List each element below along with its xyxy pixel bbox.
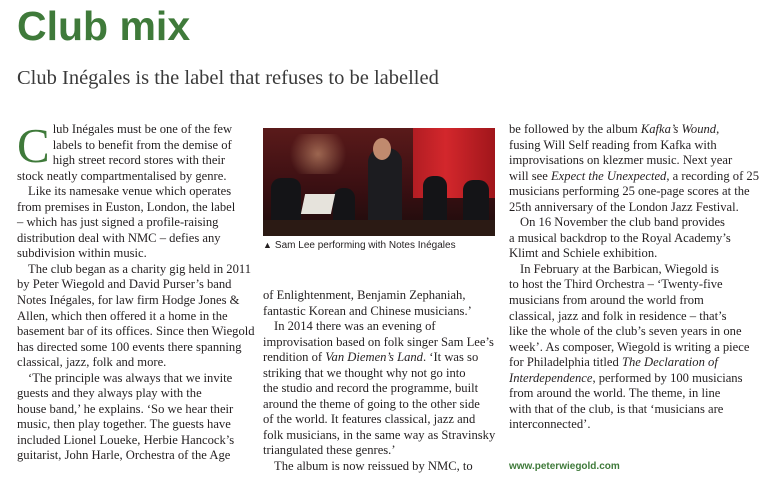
text-line — [509, 370, 743, 387]
text-line: lub Inégales must be one of the few — [52, 122, 233, 136]
text-line: a musical backdrop to the Royal Academy’s — [509, 230, 731, 245]
website-link[interactable]: www.peterwiegold.com — [509, 461, 620, 472]
text-line: On 16 November the club band provides — [520, 215, 725, 230]
text-line: interconnected’. — [509, 417, 591, 432]
article-photo — [263, 128, 495, 236]
text-line: striking that we thought why not go into — [263, 365, 466, 380]
text-line: music, then play together. The guests have — [17, 417, 231, 432]
work-title: The Declaration of — [621, 355, 718, 370]
singer-head — [373, 138, 391, 160]
standfirst: Club Inégales is the label that refuses to be labelled — [17, 67, 439, 89]
text-line: week’. As composer, Wiegold is writing a piece — [509, 339, 750, 354]
text-line: from premises in Euston, London, the label — [17, 199, 236, 214]
text-line: Klimt and Schiele exhibition. — [509, 246, 658, 261]
text-line — [263, 350, 495, 366]
text-line: folk musicians, in the same way as Stravinsky — [263, 427, 496, 442]
text-line: In February at the Barbican, Wiegold is — [520, 261, 719, 276]
article-column-1 — [17, 118, 255, 464]
text-line — [509, 355, 733, 371]
text-line: Like its namesake venue which operates — [28, 184, 232, 199]
text-line: around the theme of going to the other side — [263, 396, 480, 411]
text-line: basement bar of its offices. Since then Wiegold — [17, 324, 255, 339]
text-run: rendition of — [263, 350, 326, 365]
text-run: . ‘It was so — [422, 350, 479, 365]
text-line — [509, 168, 759, 185]
text-run: for Philadelphia titled — [509, 355, 622, 370]
headline: Club mix — [17, 3, 191, 49]
text-line: Allen, which then offered it a home in the — [17, 308, 228, 323]
photo-caption — [263, 239, 456, 252]
caption-triangle-icon: ▲ — [263, 240, 272, 250]
text-line: The album is now reissued by NMC, to — [274, 459, 473, 474]
work-title: Interdependence — [509, 370, 593, 385]
music-stand — [301, 194, 335, 214]
text-line: guests and they always play with the — [17, 386, 202, 401]
text-line: improvisations on klezmer music. Next year — [509, 153, 733, 168]
text-line: the studio and record the programme, built — [263, 381, 479, 396]
text-line: triangulated these genres.’ — [263, 443, 396, 458]
text-line: from around the world. The theme, in line — [509, 386, 721, 401]
text-line: to host the Third Orchestra – ‘Twenty-five — [509, 277, 723, 292]
text-run: , a recording of 25 — [666, 168, 759, 183]
text-line: like the whole of the club’s seven years in one — [509, 324, 742, 339]
text-line: with that of the club, is that ‘musicians are — [509, 401, 724, 416]
text-line: high street record stores with their — [52, 153, 226, 168]
text-line: distribution deal with NMC – defies any — [17, 230, 221, 245]
text-line: ‘The principle was always that we invite — [28, 370, 233, 385]
text-line: musicians performing 25 one-page scores at the — [509, 184, 750, 199]
album-title: Kafka’s Wound — [640, 122, 717, 136]
stage-light — [283, 134, 353, 174]
album-title: Expect the Unexpected — [550, 168, 667, 183]
text-run: , performed by 100 musicians — [592, 370, 743, 385]
article-column-2 — [263, 288, 495, 475]
text-run: will see — [509, 168, 551, 183]
text-line: subdivision within music. — [17, 246, 147, 261]
text-run: , — [716, 122, 720, 136]
text-line: fantastic Korean and Chinese musicians.’ — [263, 303, 472, 318]
text-line: – which has just signed a profile-raising — [17, 215, 219, 230]
text-line: stock neatly compartmentalised by genre. — [17, 168, 227, 183]
text-line: Notes Inégales, for law firm Hodge Jones & — [17, 293, 240, 308]
text-line: by Peter Wiegold and David Purser’s band — [17, 277, 232, 292]
text-line: labels to benefit from the demise of — [52, 137, 232, 152]
article-column-3 — [509, 122, 759, 433]
text-run: be followed by the album — [509, 122, 641, 136]
text-line — [509, 122, 733, 138]
text-line: 25th anniversary of the London Jazz Festival. — [509, 199, 739, 214]
text-line: musicians from around the world from — [509, 293, 704, 308]
song-title: Van Diemen’s Land — [325, 350, 423, 365]
text-line: included Lionel Loueke, Herbie Hancock’s — [17, 432, 235, 447]
text-line: The club began as a charity gig held in 2011 — [28, 261, 252, 276]
text-line: classical, jazz, folk and more. — [17, 355, 167, 370]
text-line: guitarist, John Harle, Orchestra of the Age — [17, 448, 231, 463]
text-line: improvisation based on folk singer Sam Lee’s — [263, 334, 494, 349]
text-line: fusing Will Self reading from Kafka with — [509, 137, 717, 152]
text-line: has directed some 100 events there spanning — [17, 339, 242, 354]
text-line: classical, jazz and folk in residence – that’s — [509, 308, 727, 323]
caption-text: Sam Lee performing with Notes Inégales — [274, 240, 456, 251]
drop-cap: C — [17, 118, 50, 173]
text-line: house band,’ he explains. ‘So we hear their — [17, 401, 234, 416]
stage-floor — [263, 220, 495, 236]
text-line: of Enlightenment, Benjamin Zephaniah, — [263, 288, 466, 302]
text-line: of the world. It features classical, jazz and — [263, 412, 476, 427]
text-line: In 2014 there was an evening of — [274, 319, 436, 334]
